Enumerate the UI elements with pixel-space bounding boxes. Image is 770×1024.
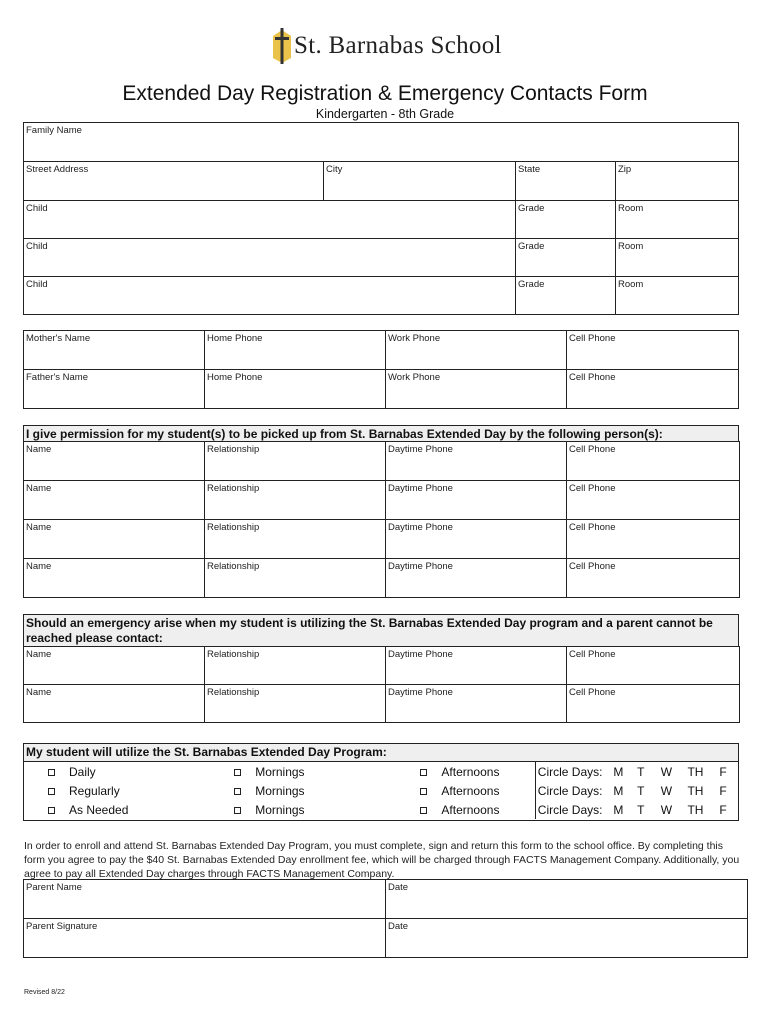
day-m[interactable]: M xyxy=(613,764,624,779)
pickup-name-field[interactable]: Name xyxy=(24,442,205,481)
daytime-phone-field[interactable]: Daytime Phone xyxy=(386,481,567,520)
emergency-name-field[interactable]: Name xyxy=(24,685,205,723)
child-field[interactable]: Child xyxy=(24,239,516,277)
circle-days-label: Circle Days: xyxy=(535,800,611,819)
pickup-name-field[interactable]: Name xyxy=(24,559,205,598)
signature-table xyxy=(23,879,748,958)
cell-phone-field[interactable]: Cell Phone xyxy=(567,685,740,723)
day-th[interactable]: TH xyxy=(687,802,704,817)
day-th[interactable]: TH xyxy=(687,783,704,798)
daytime-phone-field[interactable]: Daytime Phone xyxy=(386,685,567,723)
grade-field[interactable]: Grade xyxy=(516,277,616,315)
parent-name-field[interactable]: Parent Name xyxy=(24,880,386,919)
relationship-field[interactable]: Relationship xyxy=(205,647,386,685)
pickup-name-field[interactable]: Name xyxy=(24,520,205,559)
emergency-table xyxy=(23,646,740,723)
mother-name-field[interactable]: Mother's Name xyxy=(24,331,205,370)
circle-days-label: Circle Days: xyxy=(535,762,611,781)
cell-phone-field[interactable]: Cell Phone xyxy=(567,481,740,520)
state-field[interactable]: State xyxy=(516,162,616,201)
pickup-table xyxy=(23,441,740,598)
day-th[interactable]: TH xyxy=(687,764,704,779)
mornings-option[interactable]: Mornings xyxy=(210,762,396,781)
child-field[interactable]: Child xyxy=(24,277,516,315)
day-t[interactable]: T xyxy=(637,764,645,779)
work-phone-field[interactable]: Work Phone xyxy=(386,370,567,409)
school-name: St. Barnabas School xyxy=(294,32,502,59)
agreement-text: In order to enroll and attend St. Barnabas Extended Day Program, you must complete, sign and return this form to the school office. By completing this form you agree to pay the $40 St. Barnabas Extended Day enrollment fee, which will be charged through FACTS Management Company. Additionally, you agree to pay all Extended Day charges through FACTS Management Company. xyxy=(24,840,740,880)
relationship-field[interactable]: Relationship xyxy=(205,520,386,559)
city-field[interactable]: City xyxy=(324,162,516,201)
home-phone-field[interactable]: Home Phone xyxy=(205,331,386,370)
checkbox-icon[interactable] xyxy=(234,807,241,814)
daytime-phone-field[interactable]: Daytime Phone xyxy=(386,520,567,559)
child-field[interactable]: Child xyxy=(24,201,516,239)
mornings-option[interactable]: Mornings xyxy=(210,781,396,800)
day-f[interactable]: F xyxy=(719,764,727,779)
checkbox-icon[interactable] xyxy=(48,788,55,795)
day-m[interactable]: M xyxy=(613,783,624,798)
parents-table xyxy=(23,330,739,409)
room-field[interactable]: Room xyxy=(616,201,739,239)
day-f[interactable]: F xyxy=(719,783,727,798)
checkbox-icon[interactable] xyxy=(48,769,55,776)
circle-days-label: Circle Days: xyxy=(535,781,611,800)
checkbox-icon[interactable] xyxy=(234,788,241,795)
mornings-option[interactable]: Mornings xyxy=(210,800,396,819)
cell-phone-field[interactable]: Cell Phone xyxy=(567,520,740,559)
grade-field[interactable]: Grade xyxy=(516,239,616,277)
grade-field[interactable]: Grade xyxy=(516,201,616,239)
revision-note: Revised 8/22 xyxy=(24,989,65,996)
relationship-field[interactable]: Relationship xyxy=(205,481,386,520)
checkbox-icon[interactable] xyxy=(48,807,55,814)
parent-signature-field[interactable]: Parent Signature xyxy=(24,919,386,958)
cell-phone-field[interactable]: Cell Phone xyxy=(567,559,740,598)
family-name-field[interactable]: Family Name xyxy=(24,123,739,162)
home-phone-field[interactable]: Home Phone xyxy=(205,370,386,409)
school-logo xyxy=(272,28,502,64)
checkbox-icon[interactable] xyxy=(234,769,241,776)
daytime-phone-field[interactable]: Daytime Phone xyxy=(386,647,567,685)
date-field[interactable]: Date xyxy=(386,880,748,919)
day-w[interactable]: W xyxy=(660,802,673,817)
father-name-field[interactable]: Father's Name xyxy=(24,370,205,409)
as-needed-option[interactable]: As Needed xyxy=(24,800,210,819)
room-field[interactable]: Room xyxy=(616,239,739,277)
day-f[interactable]: F xyxy=(719,802,727,817)
afternoons-option[interactable]: Afternoons xyxy=(396,800,535,819)
checkbox-icon[interactable] xyxy=(420,788,427,795)
checkbox-icon[interactable] xyxy=(420,807,427,814)
street-address-field[interactable]: Street Address xyxy=(24,162,324,201)
family-info-table xyxy=(23,122,739,315)
relationship-field[interactable]: Relationship xyxy=(205,442,386,481)
utilization-box xyxy=(23,761,739,821)
checkbox-icon[interactable] xyxy=(420,769,427,776)
date-field[interactable]: Date xyxy=(386,919,748,958)
day-w[interactable]: W xyxy=(660,764,673,779)
page-title: Extended Day Registration & Emergency Contacts Form xyxy=(122,82,648,105)
afternoons-option[interactable]: Afternoons xyxy=(396,762,535,781)
work-phone-field[interactable]: Work Phone xyxy=(386,331,567,370)
day-t[interactable]: T xyxy=(637,802,645,817)
emergency-heading: Should an emergency arise when my student is utilizing the St. Barnabas Extended Day program and a parent cannot be reached please contact: xyxy=(23,614,739,646)
relationship-field[interactable]: Relationship xyxy=(205,559,386,598)
emergency-name-field[interactable]: Name xyxy=(24,647,205,685)
daytime-phone-field[interactable]: Daytime Phone xyxy=(386,559,567,598)
relationship-field[interactable]: Relationship xyxy=(205,685,386,723)
pickup-name-field[interactable]: Name xyxy=(24,481,205,520)
day-m[interactable]: M xyxy=(613,802,624,817)
regularly-option[interactable]: Regularly xyxy=(24,781,210,800)
daytime-phone-field[interactable]: Daytime Phone xyxy=(386,442,567,481)
afternoons-option[interactable]: Afternoons xyxy=(396,781,535,800)
day-w[interactable]: W xyxy=(660,783,673,798)
pickup-heading: I give permission for my student(s) to be picked up from St. Barnabas Extended Day by the following person(s): xyxy=(23,425,739,441)
day-t[interactable]: T xyxy=(637,783,645,798)
daily-option[interactable]: Daily xyxy=(24,762,210,781)
cross-shield-icon xyxy=(272,28,292,64)
cell-phone-field[interactable]: Cell Phone xyxy=(567,647,740,685)
room-field[interactable]: Room xyxy=(616,277,739,315)
cell-phone-field[interactable]: Cell Phone xyxy=(567,370,739,409)
zip-field[interactable]: Zip xyxy=(616,162,739,201)
cell-phone-field[interactable]: Cell Phone xyxy=(567,442,740,481)
page-subtitle: Kindergarten - 8th Grade xyxy=(315,107,455,121)
utilization-options xyxy=(24,762,738,819)
cell-phone-field[interactable]: Cell Phone xyxy=(567,331,739,370)
utilization-heading: My student will utilize the St. Barnabas Extended Day Program: xyxy=(23,743,739,761)
